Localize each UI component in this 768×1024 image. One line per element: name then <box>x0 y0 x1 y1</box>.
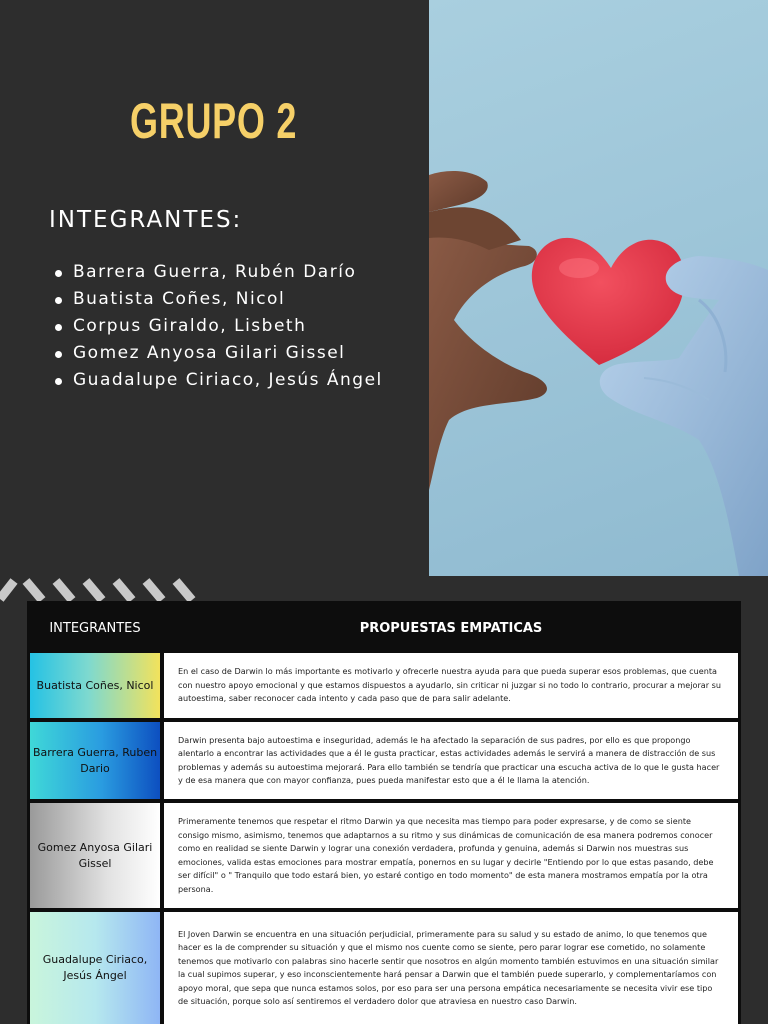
member-item <box>52 340 383 367</box>
member-item <box>52 367 383 394</box>
row-proposal-text <box>164 803 738 908</box>
decorative-stripes <box>0 576 200 604</box>
row-proposal-text <box>164 722 738 799</box>
proposal-paragraph: El Joven Darwin se encuentra en una situación perjudicial, primeramente para su salud y su estado de animo, lo que tenemos que hacer es la de comprender su situación y que el mismo nos cuente como se siente, pero parar lograr ese cometido, no solamente tenemos que motivarlo con palabras sino hacerle sentir que nosotros en algún momento también estuvimos en una situación similar la cual supimos superar, y eso inconscientemente hará pensar a Darwin que el también puede superarlo, y complementaríamos con apoyo moral, que sepa que nunca estamos solos, por eso para ser una persona empática necesariamente se necesita vivir ese tipo de situación, porque solo así sentiremos el verdadero dolor que atraviesa en nuestro caso Darwin. <box>178 928 719 1006</box>
bullet-icon <box>55 270 62 277</box>
table-row <box>30 653 738 718</box>
left-hand-shape <box>429 171 488 212</box>
row-member-name: Barrera Guerra, Ruben Dario <box>30 722 160 799</box>
bullet-icon <box>55 324 62 331</box>
column-header-propuestas: PROPUESTAS EMPATICAS <box>164 604 738 652</box>
row-member-name: Guadalupe Ciriaco, Jesús Ángel <box>30 912 160 1024</box>
member-name: Buatista Coñes, Nicol <box>73 289 286 309</box>
proposal-paragraph: Darwin presenta bajo autoestima e inseguridad, además le ha afectado la separación de sus padres, por ello es que propongo alentarlo a encontrar las actividades que a él le gusta practicar, estas actividades además le servirá a manera de distracción de sus problemas y además su autoestima mejorará. Para ello también se tendría que practicar una escucha activa de lo que le gusta hacer y de esa manera que con mayor confianza, pues pueda manifestar esto que a él le llama la atención. <box>178 734 720 785</box>
bullet-icon <box>55 351 62 358</box>
bullet-icon <box>55 378 62 385</box>
member-name: Corpus Giraldo, Lisbeth <box>73 316 307 336</box>
table-row <box>30 722 738 799</box>
heart-hands-photo <box>429 0 768 576</box>
left-hand-palm <box>429 230 547 490</box>
column-header-integrantes: INTEGRANTES <box>30 604 160 652</box>
row-member-name: Buatista Coñes, Nicol <box>30 653 160 718</box>
bullet-icon <box>55 297 62 304</box>
member-item <box>52 259 383 286</box>
member-name: Guadalupe Ciriaco, Jesús Ángel <box>73 370 383 390</box>
empathy-proposals-table <box>27 601 741 1024</box>
member-item <box>52 286 383 313</box>
proposal-paragraph: Primeramente tenemos que respetar el ritmo Darwin ya que necesita mas tiempo para poder expresarse, y de como se siente consigo mismo, asimismo, tenemos que adaptarnos a su ritmo y sus dinámicas de comunicación de esa manera podremos conocer como en realidad se siente Darwin y lograr una conexión verdadera, profunda y genuina, además si Darwin nos muestras sus emociones, valida estas emociones para mostrar empatía, ponernos en su lugar y decirle "Entiendo por lo que estas pasando, debe ser difícil" o " Tranquilo que todo estará bien, yo estaré contigo en todo momento" de esta manera mostramos empatía por la otra persona. <box>178 816 714 894</box>
member-name: Barrera Guerra, Rubén Darío <box>73 262 357 282</box>
member-item <box>52 313 383 340</box>
page-title: GRUPO 2 <box>130 93 298 149</box>
member-name: Gomez Anyosa Gilari Gissel <box>73 343 346 363</box>
table-row <box>30 912 738 1024</box>
heart-shape <box>532 238 685 365</box>
row-member-name: Gomez Anyosa Gilari Gissel <box>30 803 160 908</box>
members-heading: INTEGRANTES: <box>49 207 243 233</box>
members-list <box>52 259 383 394</box>
row-proposal-text <box>164 912 738 1024</box>
table-row <box>30 803 738 908</box>
row-proposal-text <box>164 653 738 718</box>
heart-hands-illustration <box>429 0 768 576</box>
proposal-paragraph: En el caso de Darwin lo más importante es motivarlo y ofrecerle nuestra ayuda para que pueda superar esos problemas, que cuenta con nuestro apoyo emocional y que estamos dispuestos a ayudarlo, sin criticar ni juzgar si no todo lo contrario, procurar a mejorar su autoestima, saber reconocer cada intento y cada paso que de para salir adelante. <box>178 666 722 704</box>
